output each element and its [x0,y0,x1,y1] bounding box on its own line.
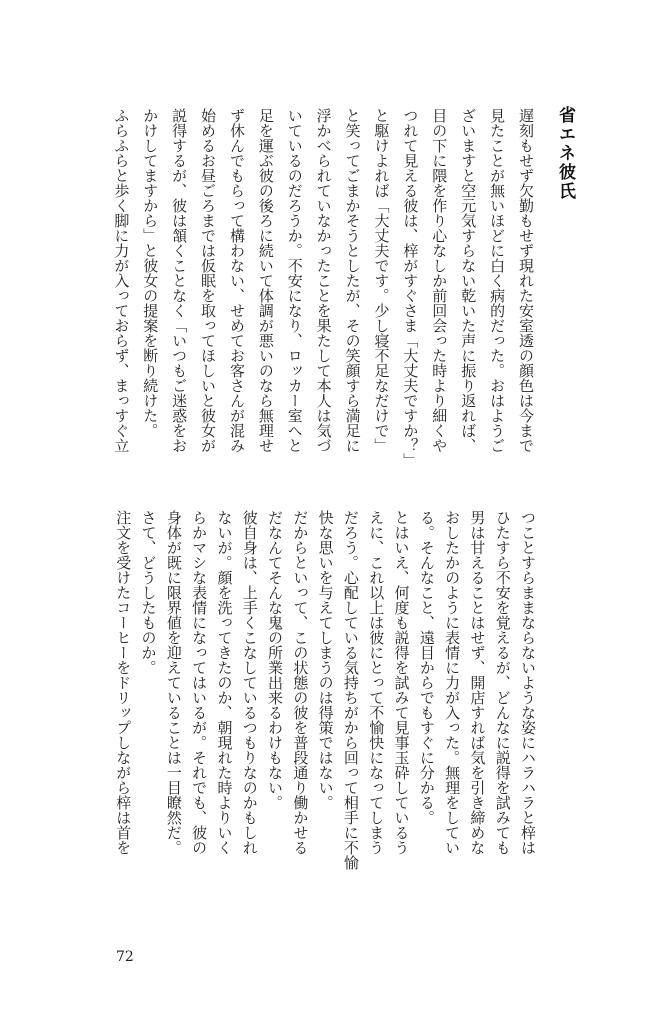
text-column: る。そんなこと、遠目からでもすぐに分かる。 [417,510,436,825]
text-column: さて、どうしたものか。 [139,510,158,675]
text-column: 目の下に隈を作り心なしか前回会った時より細くや [430,108,449,453]
text-column: 注文を受けたコーヒーをドリップしながら梓は首を [114,510,133,855]
text-column: と笑ってごまかそうとしたが、その笑顔すら満足に [343,108,362,453]
text-column: ざいますと空元気すらない乾いた声に振り返れば、 [459,108,478,453]
text-column: おしたかのように表情に力が入った。無理をしてい [443,510,462,855]
text-column: えに、これ以上は彼にとって不愉快になってしまう [367,510,386,855]
text-column: だからといって、この状態の彼を普段通り働かせる [291,510,310,855]
text-column: 浮かべられていなかったことを果たして本人は気づ [314,108,333,453]
text-column: 彼自身は、上手くこなしているつもりなのかもしれ [240,510,259,855]
text-block-bottom [110,510,540,870]
text-column: ず休んでもらって構わない、せめてお客さんが混み [227,108,246,453]
text-column: 快な思いを与えてしまうのは得策ではない。 [316,510,335,810]
text-column: 身体が既に限界値を迎えていることは一目瞭然だ。 [164,510,183,855]
text-column: 遅刻もせず欠勤もせず現れた安室透の顔色は今まで [517,108,535,453]
text-column: 始めるお昼ごろまでは仮眠を取ってほしいと彼女が [199,108,218,453]
text-column: かけしてますから」と彼女の提案を断り続けた。 [141,108,160,438]
text-column: つことすらままならないような姿にハラハラと梓は [519,510,537,855]
text-column: 男は甘えることはせず、開店すれば気を引き締めな [468,510,487,855]
text-column: だろう。心配している気持ちがから回って相手に不愉 [341,510,360,870]
text-column: いているのだろうか。不安になり、ロッカー室へと [285,108,304,453]
text-block-top [106,108,540,468]
text-column: ないが。顔を洗ってきたのか、朝現れた時よりいく [215,510,234,855]
text-column: と駆けよれば「大丈夫です。少し寝不足なだけで」 [372,108,391,453]
text-column: らかマシな表情になってはいるが。それでも、彼の [190,510,209,855]
text-column: 足を運ぶ彼の後ろに続いて体調が悪いのなら無理せ [256,108,275,453]
text-column: 見たことが無いほどに白く病的だった。おはようご [488,108,507,453]
text-column: だなんてそんな鬼の所業出来るわけもない。 [266,510,285,810]
chapter-title: 省エネ彼氏 [555,106,575,201]
text-column: ひたすら不安を覚えるが、どんなに説得を試みても [493,510,512,855]
text-column: つれて見える彼は、梓がすぐさま「大丈夫ですか？」 [401,108,420,468]
text-column: とはいえ、何度も説得を試みて見事玉砕しているう [392,510,411,855]
text-column: ふらふらと歩く脚に力が入っておらず、まっすぐ立 [112,108,131,453]
text-column: 説得するが、彼は頷くことなく「いつもご迷惑をお [170,108,189,453]
page-number: 72 [116,949,134,965]
